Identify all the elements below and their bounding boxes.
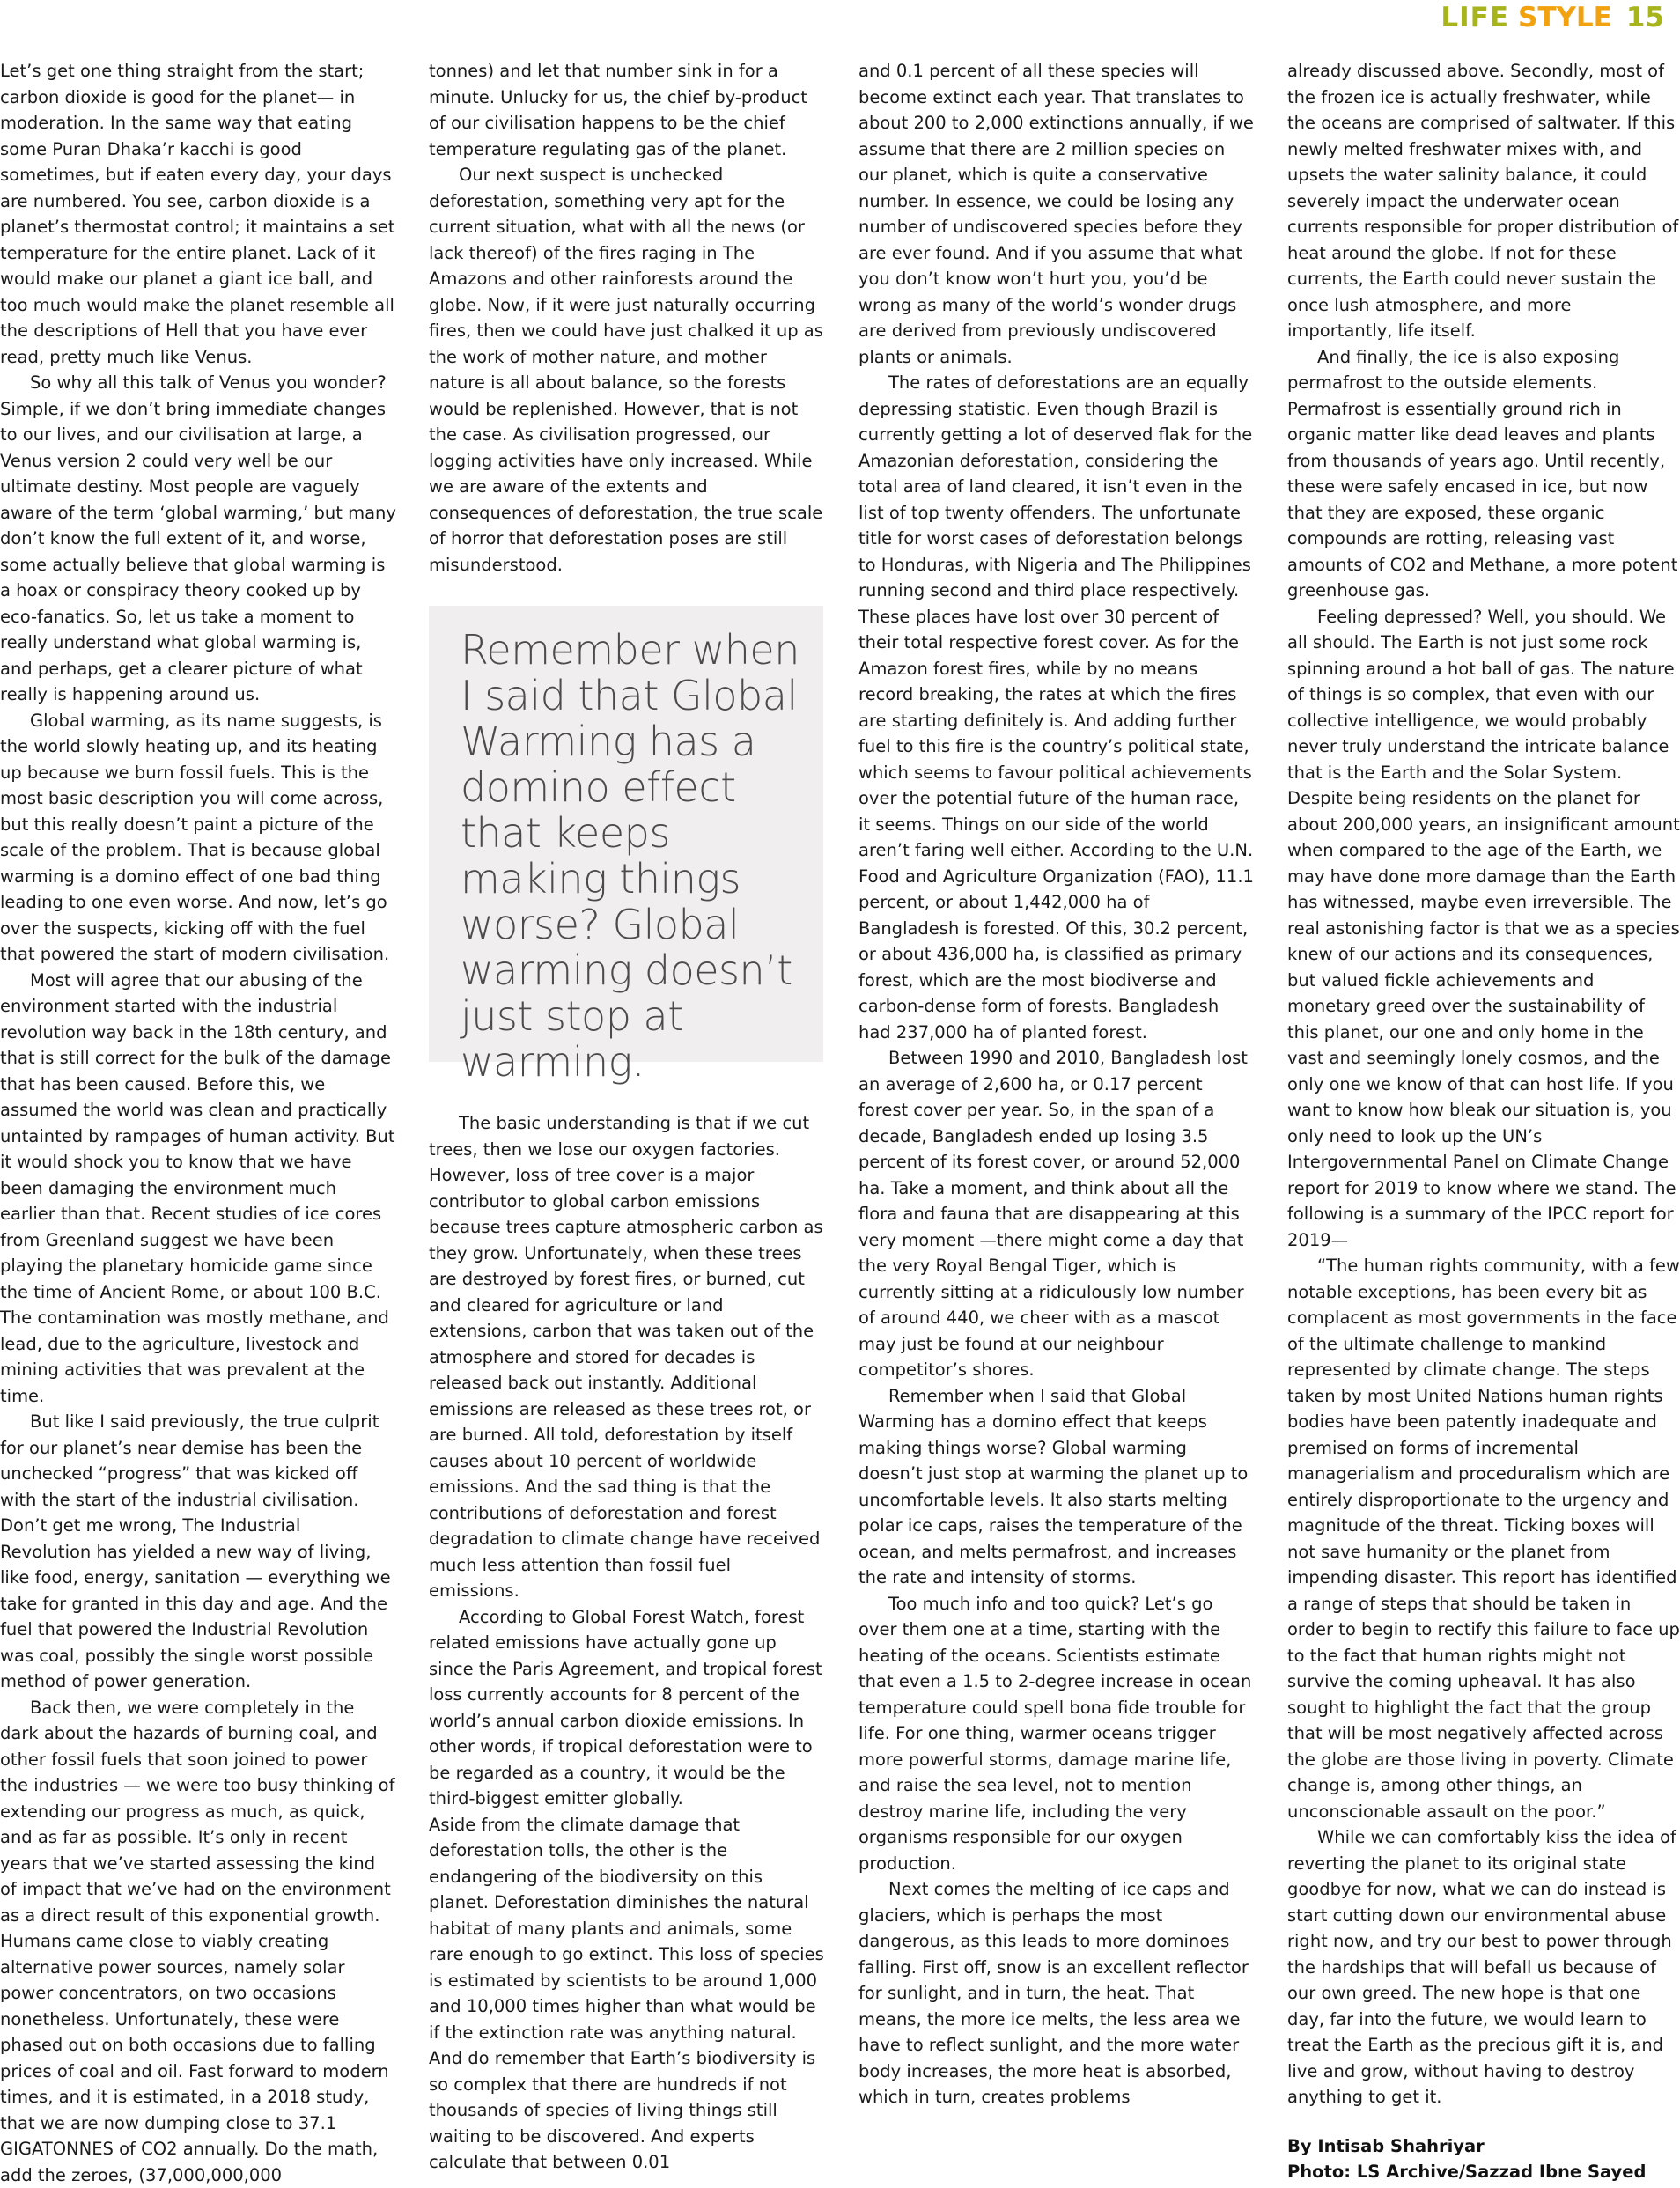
- paragraph: So why all this talk of Venus you wonder? Simple, if we don’t bring immediate changes to our lives, and our civilisation at large, a Venus version 2 could very well be our ultimate destiny. Most people are vaguely aware of the term ‘global warming,’ but many don’t know the full extent of it, and worse, some actually believe that global warming is a hoax or conspiracy theory cooked up by eco-fanatics. So, let us take a moment to really understand what global warming is, and perhaps, get a clearer picture of what really is happening around us.: [0, 370, 396, 708]
- paragraph: According to Global Forest Watch, forest related emissions have actually gone up since the Paris Agreement, and tropical forest loss currently accounts for 8 percent of the world’s annual carbon dioxide emissions. In other words, if tropical deforestation were to be regarded as a country, it would be the third-biggest emitter globally.: [429, 1604, 825, 1812]
- paragraph: The rates of deforestations are an equally depressing statistic. Even though Brazil is currently getting a lot of deserved flak for the Amazonian deforestation, considering the total area of land cleared, it isn’t even in the list of top twenty offenders. The unfortunate title for worst cases of deforestation belongs to Honduras, with Nigeria and The Philippines running second and third place respectively. These places have lost over 30 percent of their total respective forest cover. As for the Amazon forest fires, while by no means record breaking, the rates at which the fires are starting definitely is. And adding further fuel to this fire is the country’s political state, which seems to favour political achievements over the potential future of the human race, it seems. Things on our side of the world aren’t faring well either. According to the U.N. Food and Agriculture Organization (FAO), 11.1 percent, or about 1,442,000 ha of Bangladesh is forested. Of this, 30.2 percent, or about 436,000 ha, is classified as primary forest, which are the most biodiverse and carbon-dense form of forests. Bangladesh had 237,000 ha of planted forest.: [858, 370, 1255, 1045]
- paragraph: Our next suspect is unchecked deforestation, something very apt for the current situation, what with all the news (or lack thereof) of the fires raging in The Amazons and other rainforests around the globe. Now, if it were just naturally occurring fires, then we could have just chalked it up as the work of mother nature, and mother nature is all about balance, so the forests would be replenished. However, that is not the case. As civilisation progressed, our logging activities have only increased. While we are aware of the extents and consequences of deforestation, the true scale of horror that deforestation poses are still misunderstood.: [429, 162, 825, 578]
- paragraph: Too much info and too quick? Let’s go over them one at a time, starting with the heating of the oceans. Scientists estimate that even a 1.5 to 2-degree increase in ocean temperature could spell bona fide trouble for life. For one thing, warmer oceans trigger more powerful storms, damage marine life, and raise the sea level, not to mention destroy marine life, including the very organisms responsible for our oxygen production.: [858, 1591, 1255, 1877]
- page-number: 15: [1626, 2, 1664, 33]
- paragraph: and 0.1 percent of all these species will become extinct each year. That translates to about 200 to 2,000 extinctions annually, if we assume that there are 2 million species on our planet, which is quite a conservative number. In essence, we could be losing any number of undiscovered species before they are ever found. And if you assume that what you don’t know won’t hurt you, you’d be wrong as many of the world’s wonder drugs are derived from previously undiscovered plants or animals.: [858, 58, 1255, 370]
- paragraph: And finally, the ice is also exposing permafrost to the outside elements. Permafrost is essentially ground rich in organic matter like dead leaves and plants from thousands of years ago. Until recently, these were safely encased in ice, but now that they are exposed, these organic compounds are rotting, releasing vast amounts of CO2 and Methane, a more potent greenhouse gas.: [1287, 344, 1680, 604]
- paragraph: The basic understanding is that if we cut trees, then we lose our oxygen factories. However, loss of tree cover is a major contributor to global carbon emissions because trees capture atmospheric carbon as they grow. Unfortunately, when these trees are destroyed by forest fires, or burned, cut and cleared for agriculture or land extensions, carbon that was taken out of the atmosphere and stored for decades is released back out instantly. Additional emissions are released as these trees rot, or are burned. All told, deforestation by itself causes about 10 percent of worldwide emissions. And the sad thing is that the contributions of deforestation and forest degradation to climate change have received much less attention than fossil fuel emissions.: [429, 1110, 825, 1604]
- paragraph: Remember when I said that Global Warming has a domino effect that keeps making things worse? Global warming doesn’t just stop at warming the planet up to uncomfortable levels. It also starts melting polar ice caps, raises the temperature of the ocean, and melts permafrost, and increases the rate and intensity of storms.: [858, 1383, 1255, 1591]
- paragraph: Next comes the melting of ice caps and glaciers, which is perhaps the most dangerous, as this leads to more dominoes falling. First off, snow is an excellent reflector for sunlight, and in turn, the heat. That means, the more ice melts, the less area we have to reflect sunlight, and the more water body increases, the more heat is absorbed, which in turn, creates problems: [858, 1876, 1255, 2111]
- article-column-1: [0, 58, 396, 2165]
- paragraph: “The human rights community, with a few notable exceptions, has been every bit as complacent as most governments in the face of the ultimate challenge to mankind represented by climate change. The steps taken by most United Nations human rights bodies have been patently inadequate and premised on forms of incremental managerialism and proceduralism which are entirely disproportionate to the urgency and magnitude of the threat. Ticking boxes will not save humanity or the planet from impending disaster. This report has identified a range of steps that should be taken in order to begin to rectify this failure to face up to the fact that human rights might not survive the coming upheaval. It has also sought to highlight the fact that the group that will be most negatively affected across the globe are those living in poverty. Climate change is, among other things, an unconscionable assault on the poor.”: [1287, 1253, 1680, 1824]
- paragraph: Feeling depressed? Well, you should. We all should. The Earth is not just some rock spinning around a hot ball of gas. The nature of things is so complex, that even with our collective intelligence, we would probably never truly understand the intricate balance that is the Earth and the Solar System. Despite being residents on the planet for about 200,000 years, an insignificant amount when compared to the age of the Earth, we may have done more damage than the Earth has witnessed, maybe even irreversible. The real astonishing factor is that we as a species knew of our actions and its consequences, but valued fickle achievements and monetary greed over the sustainability of this planet, our one and only home in the vast and seemingly lonely cosmos, and the only one we know of that can host life. If you want to know how bleak our situation is, you only need to look up the UN’s Intergovernmental Panel on Climate Change report for 2019 to know where we stand. The following is a summary of the IPCC report for 2019—: [1287, 604, 1680, 1254]
- paragraph: Most will agree that our abusing of the environment started with the industrial revolution way back in the 18th century, and that is still correct for the bulk of the damage that has been caused. Before this, we assumed the world was clean and practically untainted by rampages of human activity. But it would shock you to know that we have been damaging the environment much earlier than that. Recent studies of ice cores from Greenland suggest we have been playing the planetary homicide game since the time of Ancient Rome, or about 100 B.C. The contamination was mostly methane, and lead, due to the agriculture, livestock and mining activities that was prevalent at the time.: [0, 968, 396, 1410]
- byline: [1287, 2133, 1680, 2185]
- author-credit: By Intisab Shahriyar: [1287, 2133, 1680, 2160]
- article-column-2-top: [429, 58, 825, 578]
- pull-quote-text: Remember when I said that Global Warming has a domino effect that keeps making things worse? Global warming doesn’t just stop at warming.: [461, 627, 806, 1085]
- paragraph: Let’s get one thing straight from the start; carbon dioxide is good for the planet— in moderation. In the same way that eating some Puran Dhaka’r kacchi is good sometimes, but if eaten every day, your days are numbered. You see, carbon dioxide is a planet’s thermostat control; it maintains a set temperature for the entire planet. Lack of it would make our planet a giant ice ball, and too much would make the planet resemble all the descriptions of Hell that you have ever read, pretty much like Venus.: [0, 58, 396, 370]
- paragraph: Back then, we were completely in the dark about the hazards of burning coal, and other fossil fuels that soon joined to power the industries — we were too busy thinking of extending our progress as much, as quick, and as far as possible. It’s only in recent years that we’ve started assessing the kind of impact that we’ve had on the environment as a direct result of this exponential growth. Humans came close to viably creating alternative power sources, namely solar power concentrators, on two occasions nonetheless. Unfortunately, these were phased out on both occasions due to falling prices of coal and oil. Fast forward to modern times, and it is estimated, in a 2018 study, that we are now dumping close to 37.1 GIGATONNES of CO2 annually. Do the math, add the zeroes, (37,000,000,000: [0, 1695, 396, 2188]
- photo-credit: Photo: LS Archive/Sazzad Ibne Sayed: [1287, 2159, 1680, 2185]
- pull-quote: [429, 606, 823, 1062]
- paragraph: Aside from the climate damage that deforestation tolls, the other is the endangering of the biodiversity on this planet. Deforestation diminishes the natural habitat of many plants and animals, some rare enough to go extinct. This loss of species is estimated by scientists to be around 1,000 and 10,000 times higher than what would be if the extinction rate was anything natural. And do remember that Earth’s biodiversity is so complex that there are hundreds if not thousands of species of living things still waiting to be discovered. And experts calculate that between 0.01: [429, 1812, 825, 2176]
- paragraph: But like I said previously, the true culprit for our planet’s near demise has been the unchecked “progress” that was kicked off with the start of the industrial civilisation. Don’t get me wrong, The Industrial Revolution has yielded a new way of living, like food, energy, sanitation — everything we take for granted in this day and age. And the fuel that powered the Industrial Revolution was coal, possibly the single worst possible method of power generation.: [0, 1409, 396, 1695]
- paragraph: Global warming, as its name suggests, is the world slowly heating up, and its heating up because we burn fossil fuels. This is the most basic description you will come across, but this really doesn’t paint a picture of the scale of the problem. That is because global warming is a domino effect of one bad thing leading to one even worse. And now, let’s go over the suspects, kicking off with the fuel that powered the start of modern civilisation.: [0, 708, 396, 968]
- article-column-2-bottom: [429, 1110, 825, 2165]
- section-logo-style: STYLE: [1518, 2, 1612, 33]
- article-column-4: [1287, 58, 1680, 2165]
- paragraph: tonnes) and let that number sink in for a minute. Unlucky for us, the chief by-product of our civilisation happens to be the chief temperature regulating gas of the planet.: [429, 58, 825, 162]
- section-logo-life: LIFE: [1441, 2, 1509, 33]
- paragraph: While we can comfortably kiss the idea of reverting the planet to its original state goodbye for now, what we can do instead is start cutting down our environmental abuse right now, and try our best to power through the hardships that will befall us because of our own greed. The new hope is that one day, far into the future, we would learn to treat the Earth as the precious gift it is, and live and grow, without having to destroy anything to get it.: [1287, 1824, 1680, 2111]
- article-column-3: [858, 58, 1255, 2165]
- paragraph: already discussed above. Secondly, most of the frozen ice is actually freshwater, while the oceans are comprised of saltwater. If this newly melted freshwater mixes with, and upsets the water salinity balance, it could severely impact the underwater ocean currents responsible for proper distribution of heat around the globe. If not for these currents, the Earth could never sustain the once lush atmosphere, and more importantly, life itself.: [1287, 58, 1680, 344]
- masthead: [1441, 0, 1664, 35]
- paragraph: Between 1990 and 2010, Bangladesh lost an average of 2,600 ha, or 0.17 percent forest cover per year. So, in the span of a decade, Bangladesh ended up losing 3.5 percent of its forest cover, or around 52,000 ha. Take a moment, and think about all the flora and fauna that are disappearing at this very moment —there might come a day that the very Royal Bengal Tiger, which is currently sitting at a ridiculously low number of around 440, we cheer with as a mascot may just be found at our neighbour competitor’s shores.: [858, 1045, 1255, 1383]
